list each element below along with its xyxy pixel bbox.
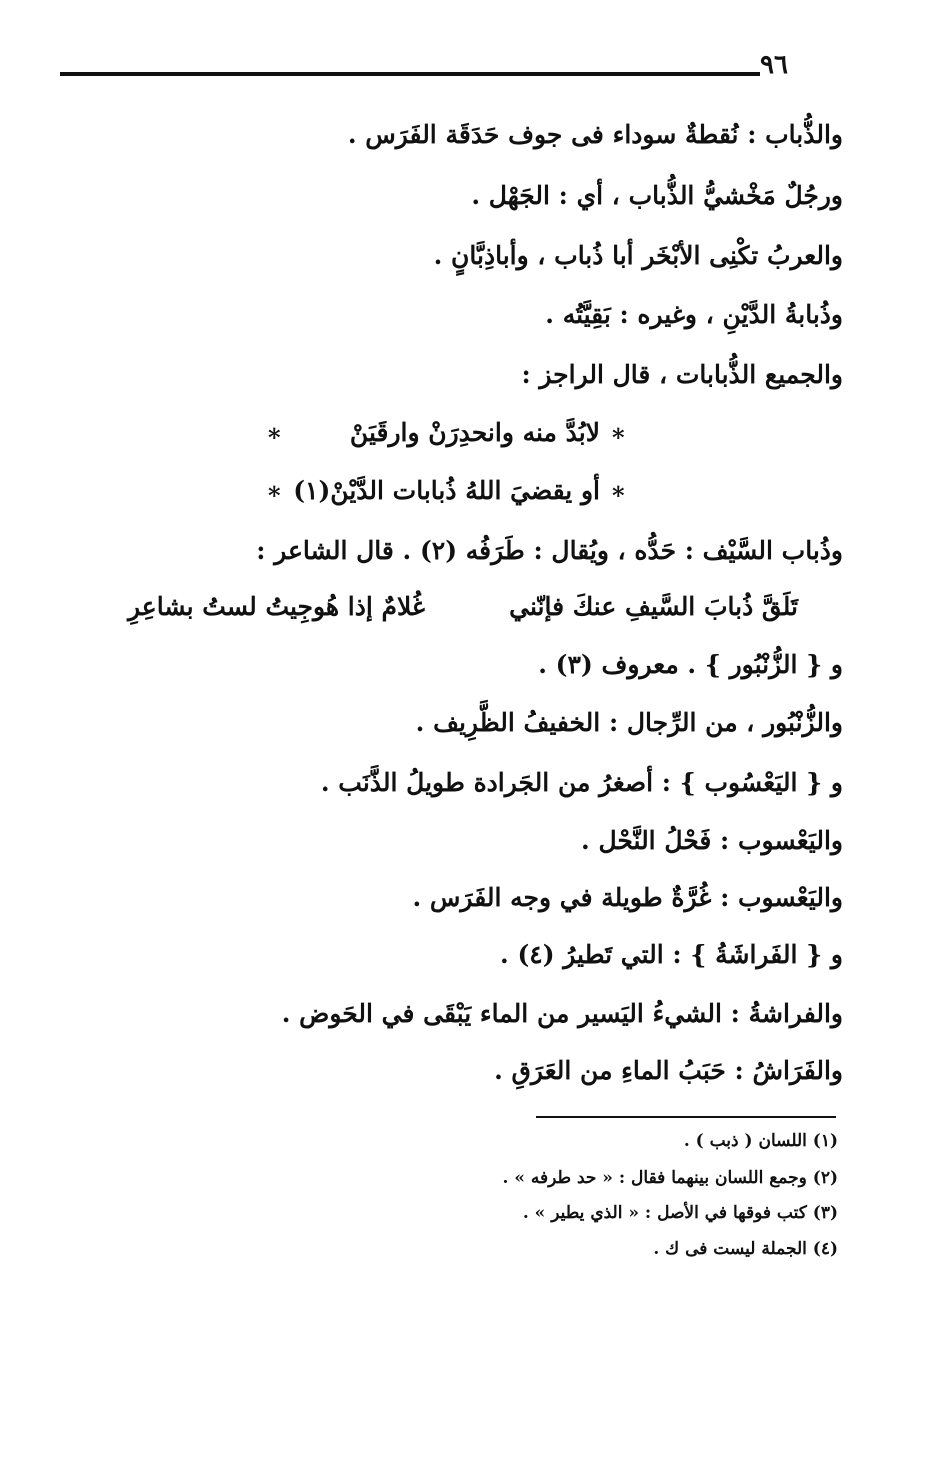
rajaz-star-left: * xyxy=(268,423,281,452)
text-line: وذُباب السَّيْف : حَدُّه ، ويُقال : طَرَفُه (٢) . قال الشاعر : xyxy=(256,536,843,565)
text-line: والفراشةُ : الشيءُ اليَسير من الماء يَبْقَى في الحَوض . xyxy=(281,999,843,1028)
header-rule xyxy=(60,72,760,76)
footnote: (٤) الجملة ليست فى ك . xyxy=(653,1239,838,1259)
text-line: واليَعْسوب : غُرَّةٌ طويلة في وجه الفَرَس . xyxy=(412,883,843,912)
page-number: ٩٦ xyxy=(760,50,788,80)
text-line: و { الزُّنْبُور } . معروف (٣) . xyxy=(538,650,843,679)
rajaz-star-right: * xyxy=(612,423,625,452)
text-line: وذُبابةُ الدَّيْنِ ، وغيره : بَقِيَّتُه . xyxy=(545,300,843,329)
text-line: والزُّنْبُور ، من الرِّجال : الخفيفُ الظَّرِيف . xyxy=(415,708,843,737)
footnote-rule xyxy=(536,1116,836,1118)
text-line: ورجُلٌ مَخْشيُّ الذُّباب ، أي : الجَهْل . xyxy=(471,181,843,210)
text-line: والذُّباب : نُقطةٌ سوداء فى جوف حَدَقَة الفَرَس . xyxy=(347,120,843,149)
text-line: والعربُ تكْنِى الأبْخَر أبا ذُباب ، وأباذِبَّانٍ . xyxy=(433,241,843,270)
footnote: (٣) كتب فوقها في الأصل : « الذي يطير » . xyxy=(522,1203,838,1223)
text-line: واليَعْسوب : فَحْلُ النَّحْل . xyxy=(581,826,843,855)
rajaz-star-left: * xyxy=(268,481,281,510)
rajaz-star-right: * xyxy=(612,481,625,510)
footnote: (٢) وجمع اللسان بينهما فقال : « حد طرفه » . xyxy=(502,1168,838,1188)
text-line: والجميع الذُّبابات ، قال الراجز : xyxy=(521,360,843,389)
footnote: (١) اللسان ( ذبب ) . xyxy=(683,1131,838,1151)
text-line: و { الفَراشَةُ } : التي تَطيرُ (٤) . xyxy=(500,940,843,969)
text-line: والفَرَاشُ : حَبَبُ الماءِ من العَرَقِ . xyxy=(494,1056,843,1085)
verse-hemistich-left: غُلامٌ إذا هُوجِيتُ لستُ بشاعِرِ xyxy=(128,592,426,621)
verse-hemistich-right: تَلَقَّ ذُبابَ السَّيفِ عنكَ فإنّني xyxy=(509,592,798,621)
rajaz-line: أو يقضيَ اللهُ ذُبابات الدَّيْنْ(١) xyxy=(293,476,600,505)
rajaz-line: لابُدَّ منه وانحدِرَنْ وارقَيَنْ xyxy=(349,418,600,447)
text-line: و { اليَعْسُوب } : أصغرُ من الجَرادة طويلُ الذَّنَب . xyxy=(320,768,843,797)
